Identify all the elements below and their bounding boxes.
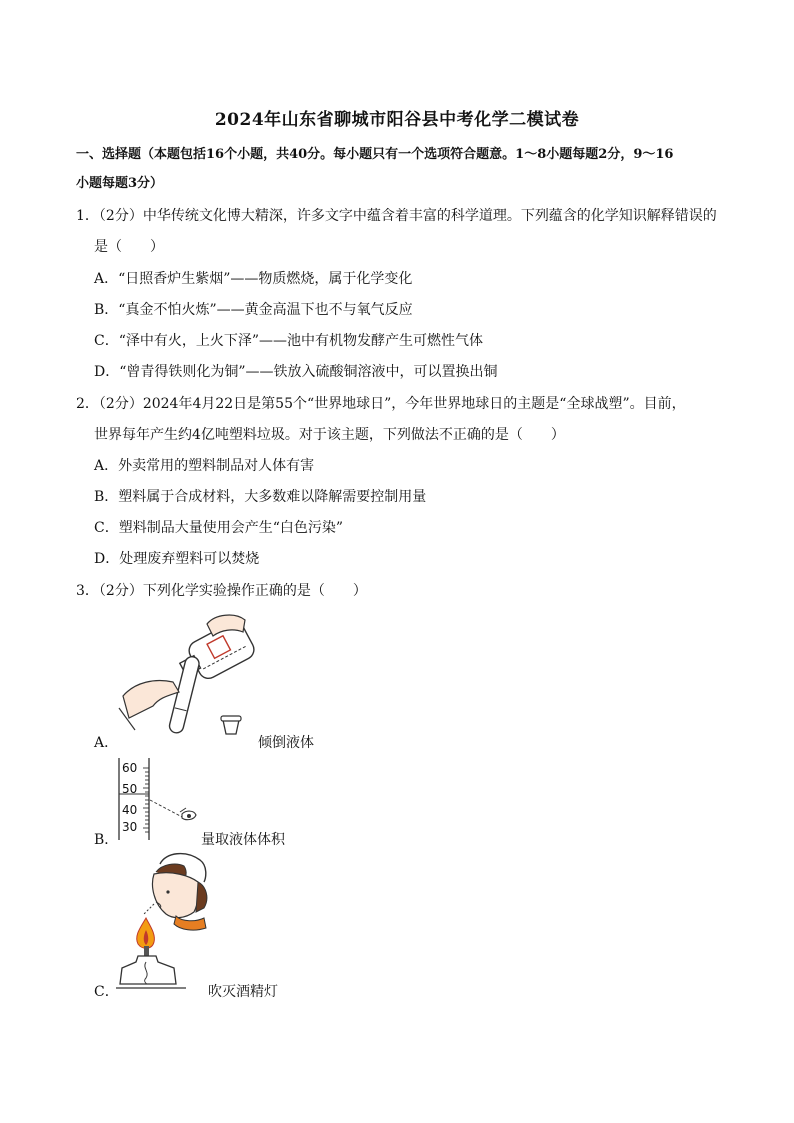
q2-option-c: C．塑料制品大量使用会产生“白色污染” [94, 520, 344, 536]
q1-option-a: A．“日照香炉生紫烟”——物质燃烧，属于化学变化 [94, 271, 413, 287]
q3-option-a-letter: A． [94, 735, 119, 751]
q3-option-b-letter: B． [94, 832, 119, 848]
q1-option-d: D．“曾青得铁则化为铜”——铁放入硫酸铜溶液中，可以置换出铜 [94, 364, 498, 380]
q3-option-c-caption: 吹灭酒精灯 [208, 984, 278, 1000]
section-heading [76, 140, 726, 198]
q1-option-b: B．“真金不怕火炼”——黄金高温下也不与氧气反应 [94, 302, 413, 318]
blowing-alcohol-lamp-illustration [116, 852, 216, 994]
q3-option-b-caption: 量取液体体积 [201, 832, 285, 848]
q2-option-b: B．塑料属于合成材料，大多数难以降解需要控制用量 [94, 489, 427, 505]
cylinder-mark-50: 50 [122, 782, 138, 796]
pouring-liquid-illustration [115, 606, 275, 746]
q2-stem-line1: 2．（2分）2024年4月22日是第55个“世界地球日”，今年世界地球日的主题是“全球战塑”。目前， [76, 396, 686, 412]
q2-option-a: A．外卖常用的塑料制品对人体有害 [94, 458, 315, 474]
q3-option-a-caption: 倾倒液体 [258, 735, 314, 751]
q3-stem: 3．（2分）下列化学实验操作正确的是（ ） [76, 583, 367, 599]
q1-option-c: C．“泽中有火，上火下泽”——池中有机物发酵产生可燃性气体 [94, 333, 484, 349]
q1-stem-line1: 1．（2分）中华传统文化博大精深，许多文字中蕴含着丰富的科学道理。下列蕴含的化学知识解释错误的 [76, 208, 717, 224]
q2-stem-line2: 世界每年产生约4亿吨塑料垃圾。对于该主题，下列做法不正确的是（ ） [94, 427, 565, 443]
cylinder-mark-40: 40 [122, 803, 138, 817]
q1-stem-line2: 是（ ） [94, 239, 164, 255]
q2-option-d: D．处理废弃塑料可以焚烧 [94, 551, 260, 567]
cylinder-mark-60: 60 [122, 761, 138, 775]
q3-option-c-letter: C． [94, 984, 119, 1000]
section-heading-line1: 一、选择题（本题包括16个小题，共40分。每小题只有一个选项符合题意。1～8小题每题2分，9～16 [76, 147, 674, 162]
exam-title: 2024年山东省聊城市阳谷县中考化学二模试卷 [214, 110, 580, 130]
section-heading-line2: 小题每题3分） [76, 176, 164, 191]
cylinder-mark-30: 30 [122, 820, 138, 834]
